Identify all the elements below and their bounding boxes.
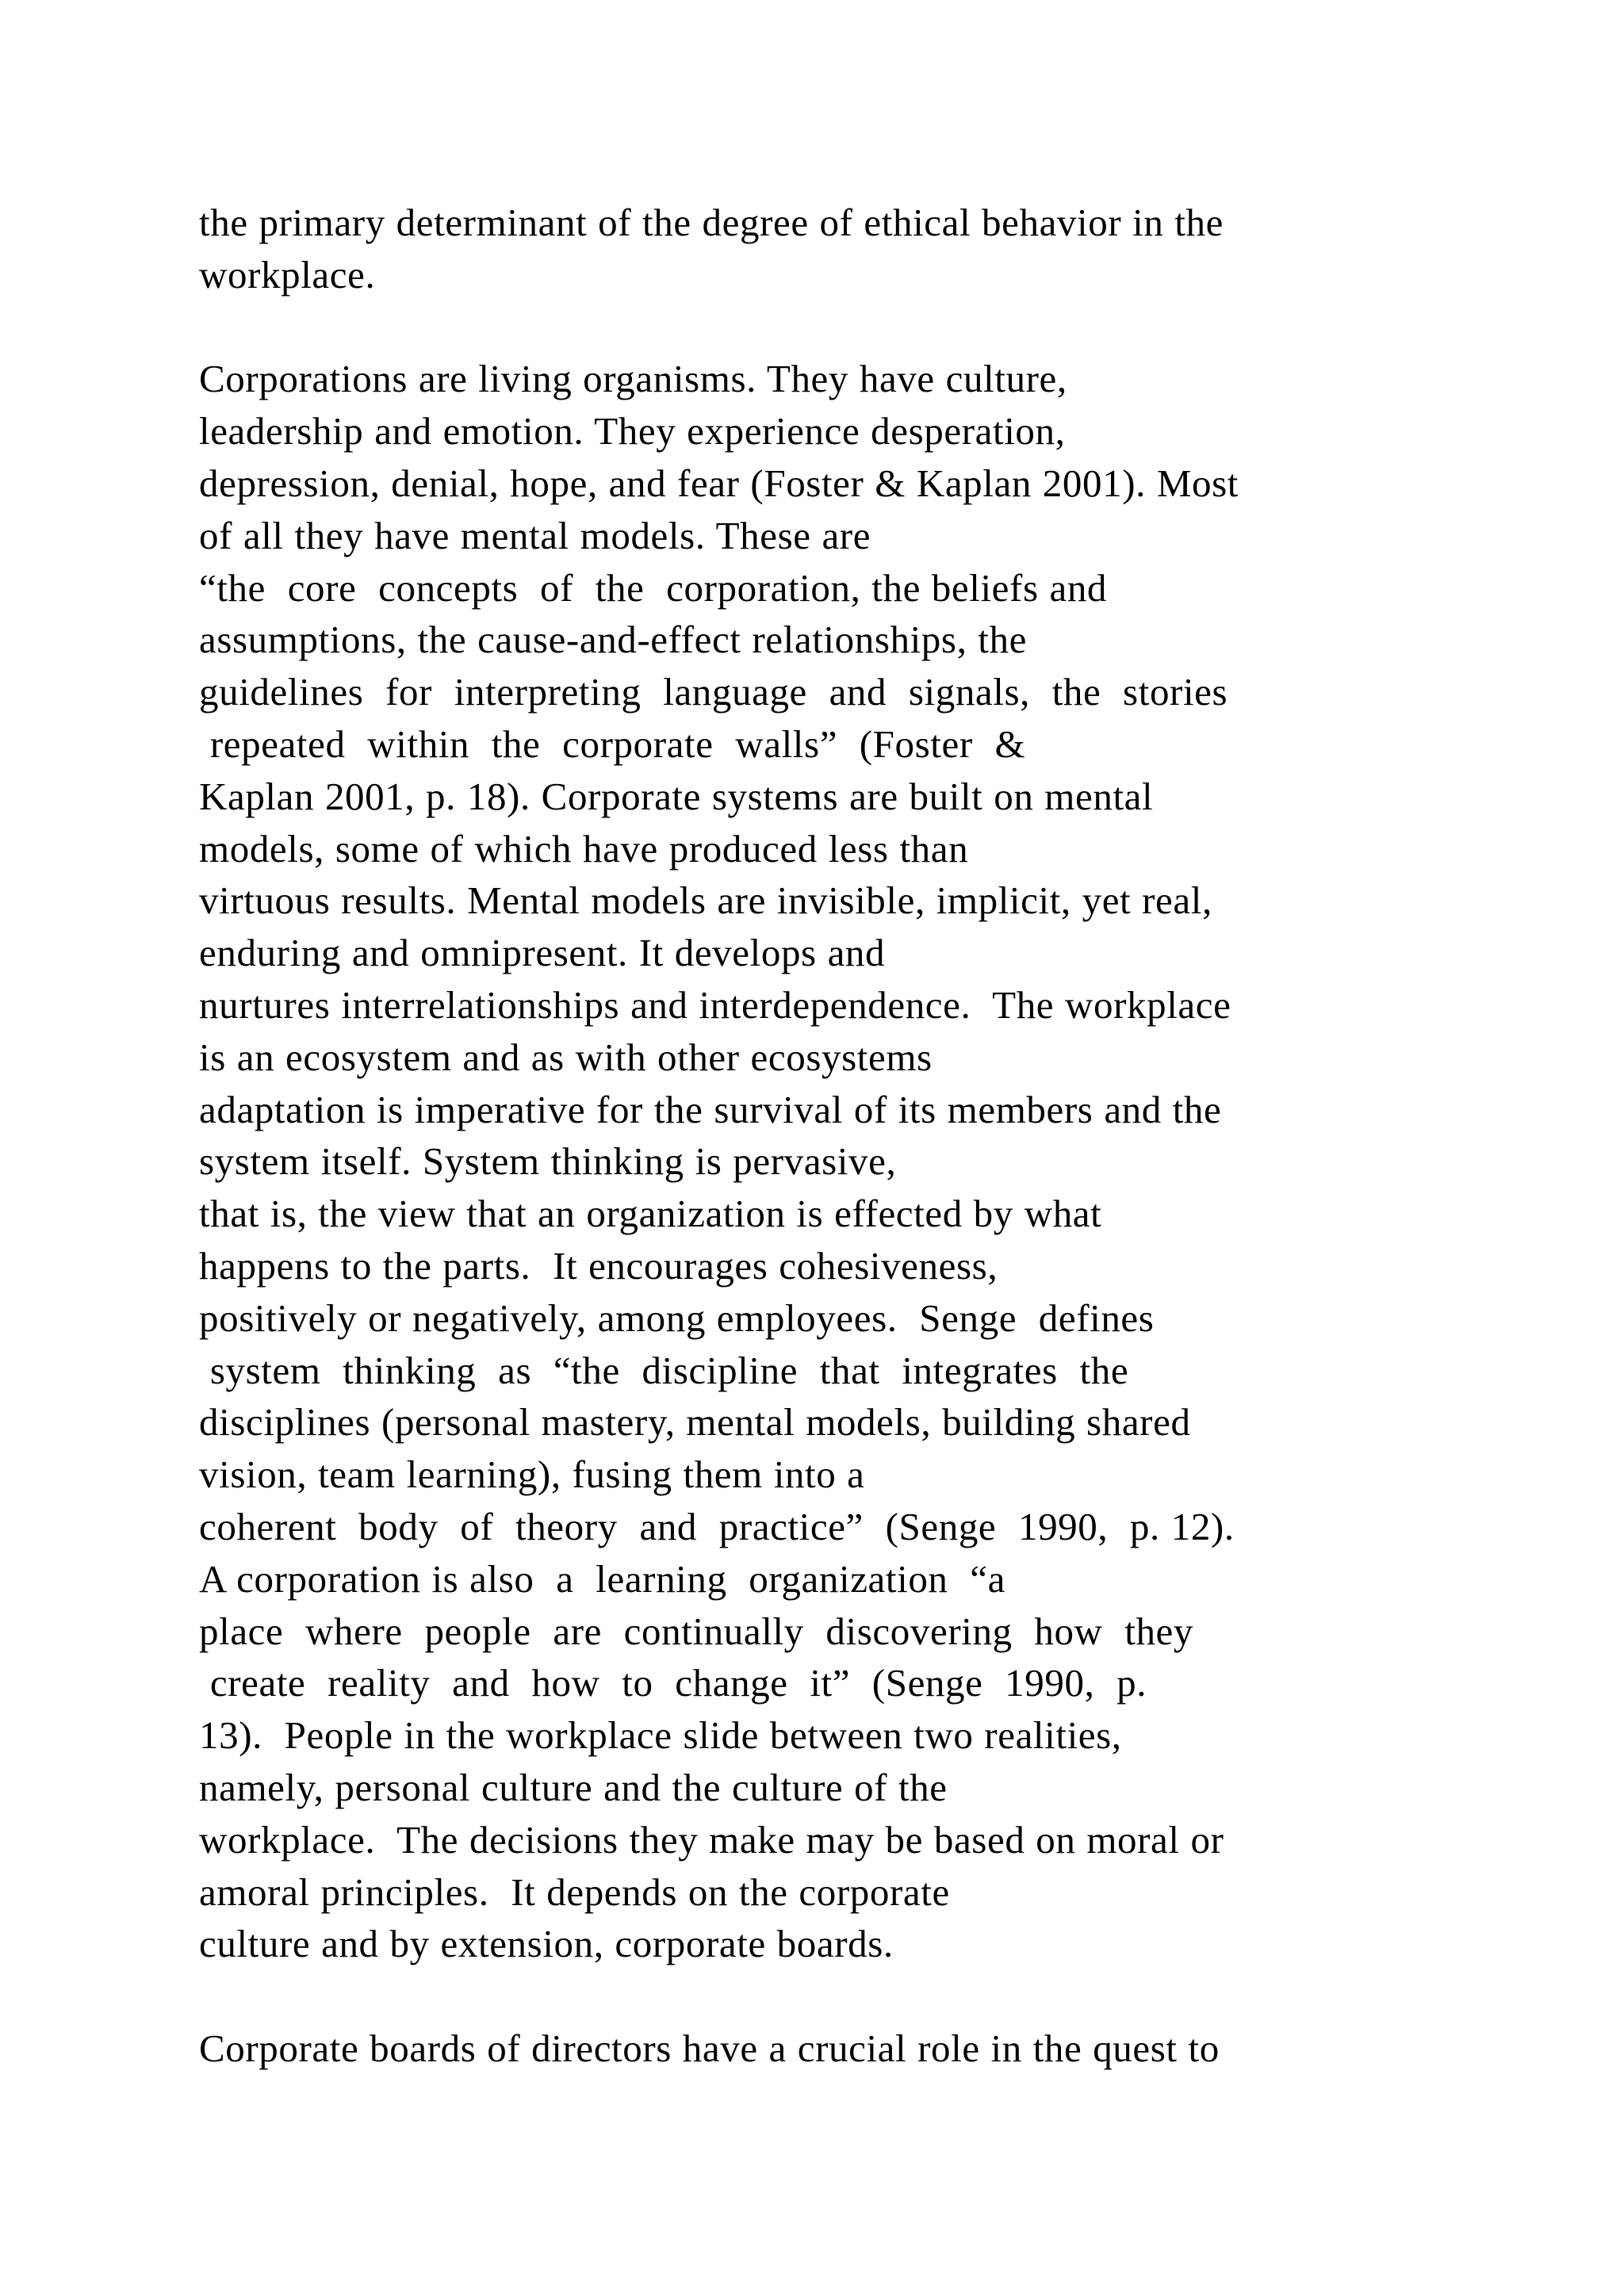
paragraph-spacer — [199, 1970, 1436, 2022]
text-line: is an ecosystem and as with other ecosystems — [199, 1035, 933, 1079]
paragraph-2 — [199, 353, 1436, 1970]
text-line: system thinking as “the discipline that integrates the — [199, 1348, 1129, 1392]
text-line: guidelines for interpreting language and signals, the stories — [199, 670, 1228, 714]
text-line: namely, personal culture and the culture of the — [199, 1765, 948, 1809]
text-line: depression, denial, hope, and fear (Foster & Kaplan 2001). Most — [199, 461, 1239, 505]
text-line: workplace. — [199, 252, 376, 297]
text-line: place where people are continually discovering how they — [199, 1609, 1193, 1653]
paragraph-3 — [199, 2022, 1436, 2075]
text-line: disciplines (personal mastery, mental models, building shared — [199, 1400, 1191, 1445]
text-line: assumptions, the cause-and-effect relationships, the — [199, 618, 1027, 662]
text-line: nurtures interrelationships and interdependence. The workplace — [199, 982, 1231, 1027]
body-text — [199, 197, 1436, 2075]
text-line: enduring and omnipresent. It develops and — [199, 931, 886, 975]
text-line: of all they have mental models. These are — [199, 513, 871, 557]
text-line: the primary determinant of the degree of ethical behavior in the — [199, 201, 1224, 244]
text-line: 13). People in the workplace slide between two realities, — [199, 1713, 1122, 1758]
text-line: workplace. The decisions they make may be based on moral or — [199, 1817, 1224, 1862]
text-line: happens to the parts. It encourages cohesiveness, — [199, 1243, 998, 1288]
text-line: Corporate boards of directors have a crucial role in the quest to — [199, 2026, 1220, 2070]
text-line: leadership and emotion. They experience desperation, — [199, 409, 1066, 453]
paragraph-1 — [199, 197, 1436, 301]
text-line: “the core concepts of the corporation, the beliefs and — [199, 565, 1108, 610]
text-line: virtuous results. Mental models are invisible, implicit, yet real, — [199, 878, 1212, 923]
text-line: amoral principles. It depends on the corporate — [199, 1869, 950, 1914]
text-line: culture and by extension, corporate boards. — [199, 1922, 894, 1966]
text-line: adaptation is imperative for the survival of its members and the — [199, 1087, 1222, 1131]
text-line: Kaplan 2001, p. 18). Corporate systems are built on mental — [199, 774, 1154, 818]
text-line: A corporation is also a learning organization “a — [199, 1556, 1005, 1601]
text-line: positively or negatively, among employees. Senge defines — [199, 1295, 1155, 1340]
text-line: Corporations are living organisms. They have culture, — [199, 357, 1067, 401]
text-line: create reality and how to change it” (Senge 1990, p. — [199, 1661, 1147, 1705]
text-line: vision, team learning), fusing them into a — [199, 1452, 865, 1497]
text-line: system itself. System thinking is pervasive, — [199, 1139, 897, 1184]
text-line: repeated within the corporate walls” (Foster & — [199, 721, 1026, 766]
paragraph-spacer — [199, 301, 1436, 354]
text-line: coherent body of theory and practice” (Senge 1990, p. 12). — [199, 1504, 1235, 1548]
text-line: models, some of which have produced less than — [199, 826, 969, 871]
text-line: that is, the view that an organization is effected by what — [199, 1192, 1102, 1236]
